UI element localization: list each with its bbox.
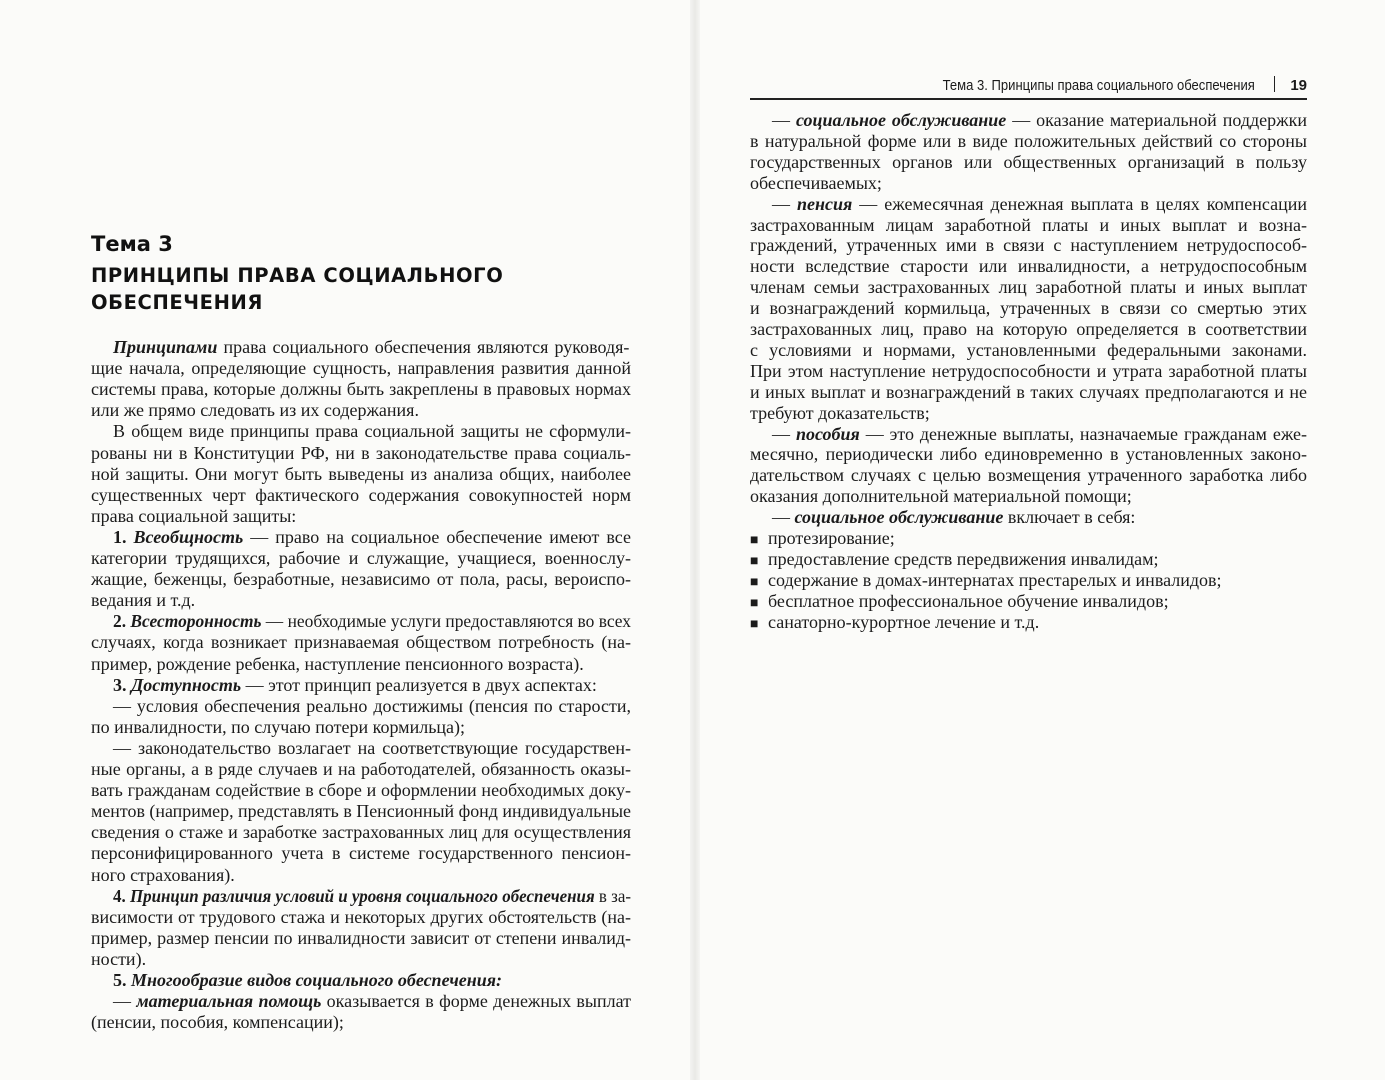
text-line: [91, 590, 195, 611]
text-line: [750, 612, 1039, 635]
text-line: [91, 759, 631, 780]
text-segment: требуют доказательств;: [750, 402, 930, 423]
text-segment: персонифицированного учета в системе государственного пенсион-: [91, 843, 631, 864]
text-segment: ного страхования).: [91, 864, 235, 885]
bullet-icon: ■: [750, 533, 759, 548]
running-header: [750, 76, 1307, 100]
text-segment: предоставление средств передвижения инвалидам;: [768, 548, 1159, 569]
item-number: 3.: [113, 674, 131, 695]
bullet-icon: ■: [750, 616, 759, 632]
page-number: 19: [1290, 77, 1307, 94]
text-line: [750, 131, 1307, 152]
text-segment: членам семьи застрахованных лиц заработной платы и иных выплат: [750, 277, 1307, 298]
text-segment: (пенсии, пособия, компенсации);: [91, 1012, 344, 1033]
text-segment: включает в себя:: [1003, 507, 1136, 528]
item-number: 1.: [113, 526, 134, 547]
text-line: [772, 507, 1135, 528]
text-line: [113, 696, 631, 717]
bullet-icon: ■: [750, 595, 759, 611]
book-spine: [690, 0, 700, 1080]
text-segment: жащие, беженцы, безработные, независимо от пола, расы, вероиспо-: [91, 569, 631, 590]
text-line: [91, 1012, 344, 1033]
header-separator: [1274, 76, 1276, 92]
text-line: [91, 379, 631, 400]
text-segment: пример, рождение ребенка, наступление пенсионного возраста).: [91, 653, 584, 674]
text-segment: —: [772, 193, 797, 214]
text-segment: ментов (например, представлять в Пенсионный фонд индивидуальные: [91, 801, 631, 822]
text-segment: или же прямо следовать из их содержания.: [91, 400, 419, 421]
text-line: [750, 382, 1307, 403]
text-line: [91, 654, 584, 675]
text-segment: по инвалидности, по случаю потери кормильца);: [91, 716, 466, 737]
text-line: [750, 570, 1222, 593]
text-line: [91, 632, 631, 653]
text-line: [91, 780, 631, 801]
text-line: [113, 970, 502, 991]
text-segment: категории трудящихся, рабочие и служащие, учащиеся, военнослу-: [91, 548, 631, 568]
text-segment: застрахованных лиц, право на которую определяется в соответствии: [750, 319, 1307, 339]
text-segment: —: [772, 507, 795, 528]
text-line: [113, 991, 631, 1012]
chapter-title-line: ОБЕСПЕЧЕНИЯ: [91, 291, 264, 314]
emphasized-term: Многообразие видов социального обеспечения:: [131, 970, 503, 990]
text-line: [750, 215, 1307, 236]
text-segment: случаях, когда возникает признаваемая обществом потребность (на-: [91, 632, 631, 653]
text-segment: — это денежные выплаты, назначаемые гражданам еже-: [859, 423, 1308, 444]
text-segment: В общем виде принципы права социальной защиты не сформули-: [113, 421, 631, 442]
text-segment: санаторно-курортное лечение и т.д.: [768, 611, 1040, 632]
text-line: [750, 319, 1307, 340]
text-line: [750, 486, 1132, 507]
text-line: [750, 298, 1307, 319]
text-segment: дательством случаях с целью возмещения утраченного заработка либо: [750, 465, 1307, 486]
emphasized-term: Всеобщность: [133, 526, 244, 547]
text-segment: — ежемесячная денежная выплата в целях компенсации: [852, 193, 1307, 214]
text-line: [113, 675, 597, 696]
text-line: [750, 465, 1307, 486]
text-segment: в натуральной форме или в виде положительных действий со стороны: [750, 130, 1307, 151]
text-line: [750, 173, 882, 194]
text-line: [91, 843, 631, 864]
item-number: 2.: [113, 611, 131, 632]
text-line: [91, 822, 631, 843]
text-segment: оказывается в форме денежных выплат: [321, 991, 632, 1012]
text-segment: государственных органов или общественных организаций в пользу: [750, 151, 1307, 172]
text-segment: рованы ни в Конституции РФ, ни в законодательстве права социаль-: [91, 442, 631, 463]
chapter-title: [91, 262, 503, 316]
text-line: [772, 194, 1307, 215]
text-segment: и иных выплат и вознаграждений в таких случаях предполагаются и не: [750, 381, 1307, 402]
text-segment: —: [772, 110, 796, 130]
text-line: [750, 361, 1307, 382]
text-line: [750, 444, 1307, 465]
text-segment: месячно, периодически либо единовременно в установленных законо-: [750, 444, 1307, 465]
text-line: [750, 235, 1307, 256]
text-segment: — условия обеспечения реально достижимы (пенсия по старости,: [113, 695, 631, 716]
text-line: [91, 865, 235, 886]
text-line: [113, 421, 631, 442]
text-line: [91, 548, 631, 569]
text-segment: — оказание материальной поддержки: [1006, 110, 1307, 130]
text-segment: —: [113, 991, 137, 1012]
text-segment: — право на социальное обеспечение имеют все: [243, 526, 631, 547]
text-segment: права социальной защиты:: [91, 505, 297, 526]
text-line: [750, 277, 1307, 298]
text-line: [91, 443, 631, 464]
text-line: [113, 611, 631, 632]
text-segment: пример, размер пенсии по инвалидности зависит от степени инвалид-: [91, 927, 631, 948]
text-line: [750, 549, 1159, 572]
text-segment: содержание в домах-интернатах престарелых и инвалидов;: [768, 569, 1222, 590]
text-segment: ные органы, а в ряде случаев и на работодателей, обязанность оказы-: [91, 759, 631, 779]
text-line: [91, 485, 631, 506]
text-line: [750, 340, 1307, 361]
text-line: [750, 591, 1169, 614]
text-line: [113, 527, 631, 548]
text-segment: ной защиты. Они могут быть выведены из анализа общих, наиболее: [91, 463, 631, 484]
text-segment: — необходимые услуги предоставляются во всех: [261, 611, 631, 632]
text-segment: обеспечиваемых;: [750, 172, 882, 193]
text-segment: вать гражданам содействие в сборе и оформлении необходимых доку-: [91, 780, 631, 801]
item-number: 4.: [113, 885, 130, 906]
text-line: [91, 569, 631, 590]
emphasized-term: Принцип различия условий и уровня социального обеспечения: [129, 885, 595, 906]
text-segment: — законодательство возлагает на соответствующие государствен-: [113, 737, 631, 758]
topic-heading: Тема 3: [91, 232, 173, 256]
text-line: [750, 152, 1307, 173]
text-segment: — этот принцип реализуется в двух аспектах:: [241, 674, 597, 695]
text-line: [772, 424, 1307, 445]
text-segment: и вознаграждений кормильца, утраченных в связи со смертью этих: [750, 298, 1307, 319]
text-line: [91, 464, 631, 485]
emphasized-term: Всесторонность: [130, 611, 262, 632]
text-segment: висимости от трудового стажа и некоторых других обстоятельств (на-: [91, 906, 631, 927]
text-line: [91, 949, 146, 970]
text-segment: системы права, которые должны быть закреплены в правовых нормах: [91, 379, 631, 400]
text-segment: —: [772, 423, 796, 444]
text-line: [750, 256, 1307, 277]
text-segment: сведения о стаже и заработке застрахованных лиц для осуществления: [91, 822, 631, 843]
item-number: 5.: [113, 970, 131, 990]
emphasized-term: социальное обслуживание: [794, 507, 1004, 528]
text-segment: щие начала, определяющие сущность, направления развития данной: [91, 358, 631, 379]
text-line: [91, 358, 631, 379]
emphasized-term: Доступность: [131, 674, 242, 695]
text-segment: ности).: [91, 948, 147, 969]
text-line: [91, 928, 631, 949]
text-segment: протезирование;: [768, 528, 895, 548]
running-header-title: Тема 3. Принципы права социального обеспечения: [942, 78, 1255, 94]
text-segment: права социального обеспечения являются руководя-: [217, 337, 630, 357]
emphasized-term: материальная помощь: [136, 991, 322, 1012]
emphasized-term: пособия: [795, 423, 860, 444]
text-segment: оказания дополнительной материальной помощи;: [750, 486, 1132, 507]
emphasized-term: социальное обслуживание: [795, 110, 1007, 130]
bullet-icon: ■: [750, 574, 759, 590]
text-line: [91, 400, 419, 421]
text-line: [91, 907, 631, 928]
bullet-icon: ■: [750, 553, 759, 569]
text-line: [113, 337, 629, 358]
text-segment: граждений, утраченных ими в связи с наступлением нетрудоспособ-: [750, 235, 1307, 256]
text-segment: с условиями и нормами, установленными федеральными законами.: [750, 339, 1307, 360]
text-segment: застрахованным лицам заработной платы и иных выплат и возна-: [750, 214, 1307, 235]
text-line: [750, 528, 895, 551]
text-segment: ведания и т.д.: [91, 590, 196, 611]
emphasized-term: пенсия: [797, 193, 853, 214]
text-line: [91, 506, 296, 527]
text-line: [750, 403, 930, 424]
text-line: [91, 717, 465, 738]
text-line: [113, 738, 631, 759]
text-segment: бесплатное профессиональное обучение инвалидов;: [768, 590, 1169, 611]
chapter-title-line: ПРИНЦИПЫ ПРАВА СОЦИАЛЬНОГО: [91, 264, 504, 287]
emphasized-term: Принципами: [113, 337, 218, 357]
text-line: [91, 801, 631, 822]
text-segment: в за-: [594, 885, 631, 906]
text-segment: существенных черт фактического содержания совокупностей норм: [91, 484, 631, 505]
text-line: [772, 110, 1307, 131]
text-segment: ности вследствие старости или инвалидности, а нетрудоспособным: [750, 256, 1307, 277]
text-line: [113, 886, 631, 907]
text-segment: При этом наступление нетрудоспособности и утрата заработной платы: [750, 360, 1307, 381]
